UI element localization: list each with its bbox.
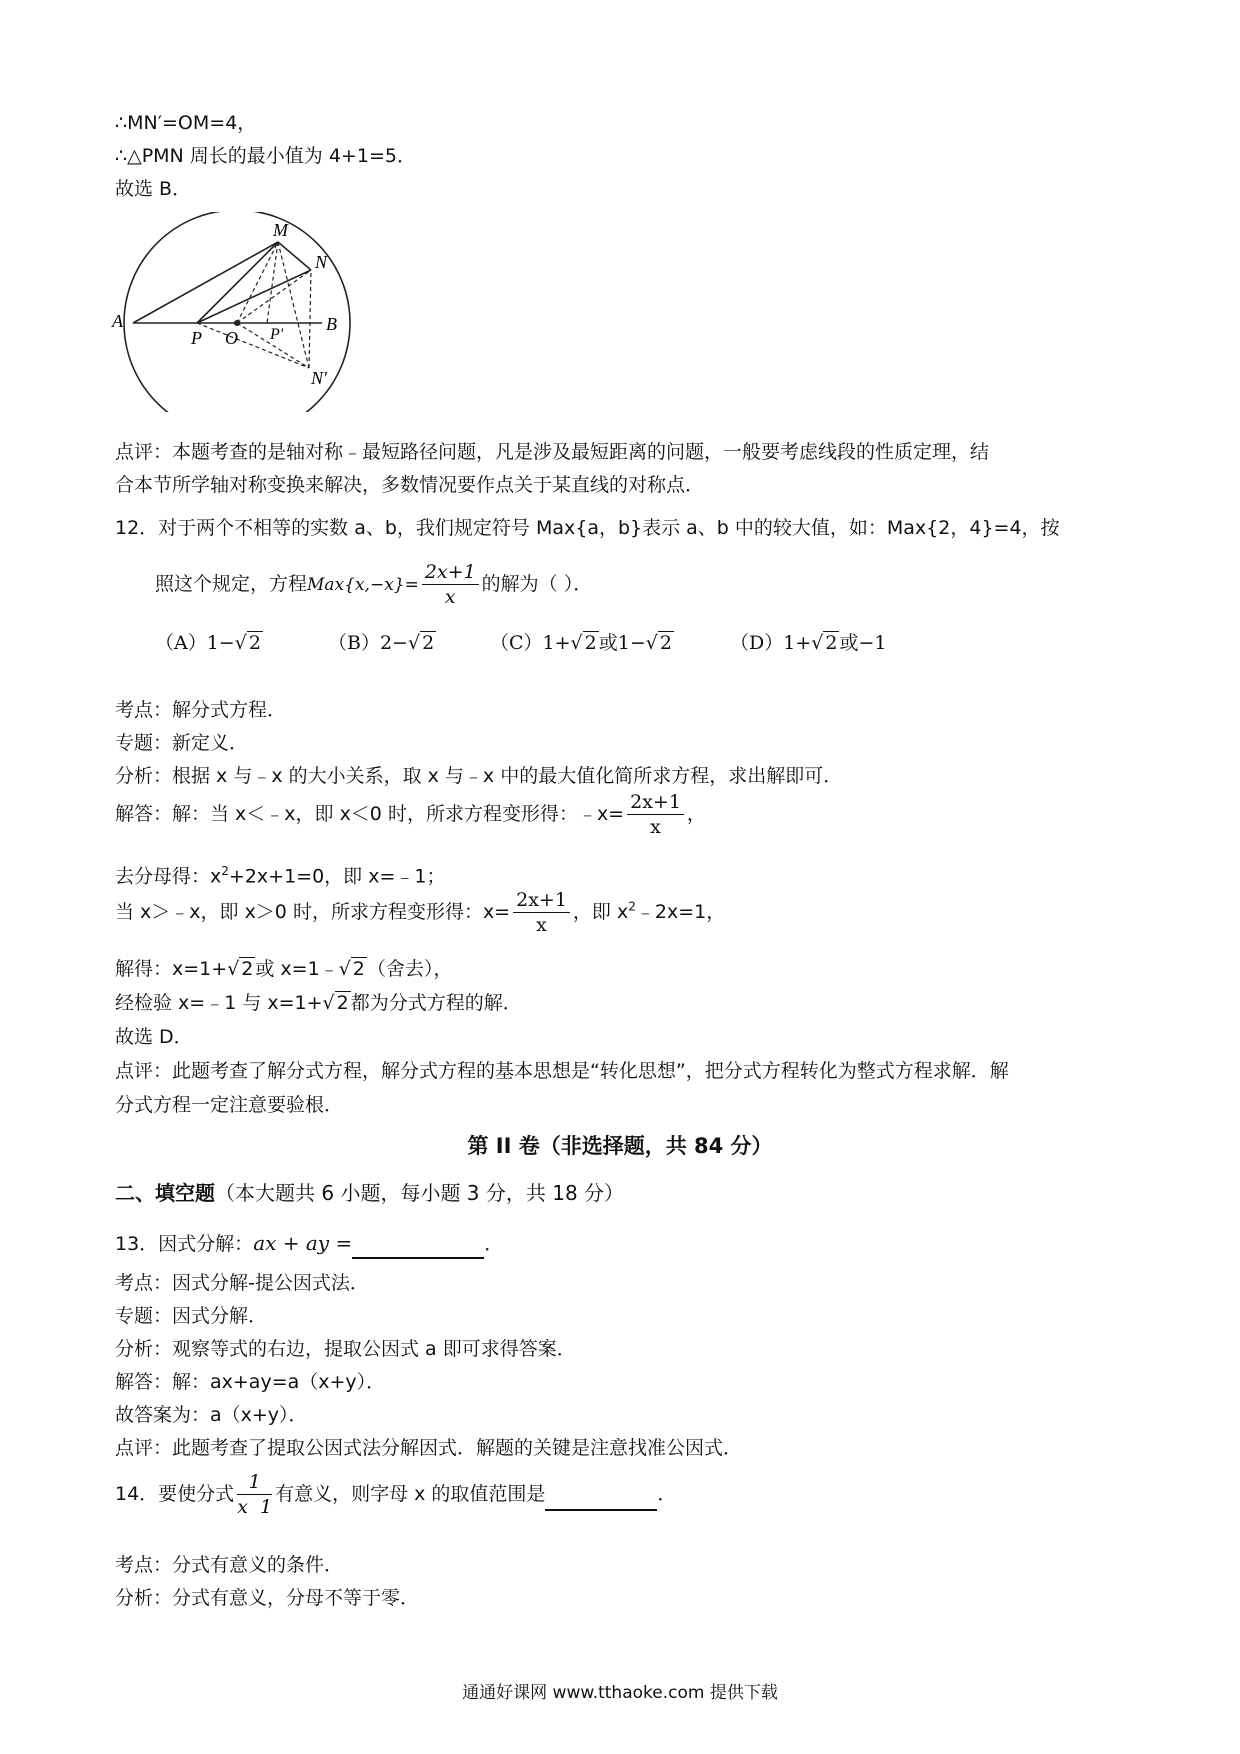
equation-fraction (422, 560, 479, 609)
dang-mid: ，即 x (572, 901, 629, 923)
exponent: 2 (628, 899, 636, 914)
answer-blank[interactable] (545, 1479, 657, 1511)
q12-line2-pre: 照这个规定，方程 (155, 573, 308, 595)
jiede-line: 解得：x=1+√ 2 或 x=1﹣√ 2 （舍去）， (115, 958, 453, 980)
exponent: 2 (221, 864, 229, 878)
option-c: （C）1+√ 2 或1−√ 2 (490, 632, 672, 654)
option-d: （D）1+√ 2 或−1 (730, 632, 887, 654)
dang-line (115, 888, 725, 937)
label-N-prime: N′ (311, 368, 327, 388)
q13-end: ． (484, 1233, 504, 1255)
question-13-stem (115, 1230, 503, 1259)
fraction-numerator: 1 (237, 1470, 272, 1495)
qufenmu-post: +2x+1=0，即 x=﹣1； (228, 865, 446, 888)
fraction-numerator: 2x+1 (422, 560, 479, 585)
jianyan-post: 都为分式方程的解． (350, 992, 522, 1014)
option-a-label: （A）1− (155, 632, 235, 654)
jiede-pre: 解得：x=1+ (115, 958, 228, 980)
jieda-post: ， (686, 803, 706, 825)
zhuanti-line: 专题：新定义． (115, 732, 249, 754)
radicand: 2 (659, 632, 672, 654)
q12-line2-post: 的解为（ ）． (481, 573, 593, 595)
dang-post: ﹣2x=1， (635, 901, 726, 923)
answer-line: 故答案为：a（x+y）． (115, 1404, 308, 1426)
label-B: B (326, 314, 337, 334)
review-line: 点评：此题考查了解分式方程，解分式方程的基本思想是“转化思想”，把分式方程转化为整式方程求解．解 (115, 1060, 1009, 1082)
q13-stem-text: 13．因式分解： (115, 1233, 254, 1255)
fraction-numerator: 2x+1 (513, 888, 570, 913)
review-line: 点评：此题考查了提取公因式法分解因式．解题的关键是注意找准公因式． (115, 1437, 743, 1459)
fenxi-line: 分析：分式有意义，分母不等于零． (115, 1587, 420, 1609)
text-line: ∴△PMN 周长的最小值为 4+1=5． (115, 145, 416, 167)
fenxi-line: 分析：根据 x 与﹣x 的大小关系，取 x 与﹣x 中的最大值化简所求方程，求出解即可． (115, 765, 843, 787)
page-footer: 通通好课网 www.tthaoke.com 提供下载 (462, 1683, 778, 1703)
label-P-prime: P′ (270, 326, 284, 343)
jiede-mid: 或 x=1﹣ (255, 958, 339, 980)
jianyan-line: 经检验 x=﹣1 与 x=1+√ 2 都为分式方程的解． (115, 992, 522, 1014)
radicand: 2 (352, 958, 365, 980)
fraction-denominator: x (650, 816, 661, 838)
review-line: 分式方程一定注意要验根． (115, 1094, 344, 1116)
question-12-equation-line (155, 560, 592, 609)
qufenmu-line (115, 858, 445, 889)
radicand: 2 (825, 632, 838, 654)
fenxi-line: 分析：观察等式的右边，提取公因式 a 即可求得答案． (115, 1338, 576, 1360)
option-d-label: （D）1+ (730, 632, 812, 654)
max-expression: Max{x,−x}= (307, 575, 419, 595)
label-A: A (112, 311, 123, 331)
option-a: （A）1−√ 2 (155, 632, 261, 654)
circle-geometry-figure (110, 212, 370, 412)
q14-end: ． (657, 1483, 677, 1505)
fraction-denominator: x (536, 914, 547, 936)
label-N: N (315, 252, 328, 272)
label-O: O (225, 328, 238, 348)
question-14-stem (115, 1470, 676, 1519)
label-M: M (273, 220, 288, 240)
text-line: 故选 B． (115, 178, 192, 200)
q14-stem-pre: 14．要使分式 (115, 1483, 235, 1505)
label-P: P (191, 328, 202, 348)
section-title: 第 II 卷（非选择题，共 84 分） (467, 1134, 773, 1158)
option-c-label: （C）1+ (490, 632, 571, 654)
option-b: （B）2−√ 2 (328, 632, 435, 654)
q14-fraction (237, 1470, 272, 1519)
kaodian-line: 考点：解分式方程． (115, 699, 287, 721)
question-12-stem: 12．对于两个不相等的实数 a、b，我们规定符号 Max{a，b}表示 a、b 中的较大值，如：Max{2，4}=4，按 (115, 517, 1060, 539)
jianyan-pre: 经检验 x=﹣1 与 x=1+ (115, 992, 323, 1014)
part-heading (115, 1180, 624, 1206)
part-heading-rest: （本大题共 6 小题，每小题 3 分，共 18 分） (215, 1181, 625, 1205)
q13-expression: ax + ay = (253, 1231, 353, 1255)
qufenmu-pre: 去分母得：x (115, 865, 222, 888)
jieda-text: 解答：解：当 x＜﹣x，即 x＜0 时，所求方程变形得：﹣x= (115, 803, 625, 825)
jiede-post: （舍去）， (366, 958, 453, 980)
fraction-numerator: 2x+1 (627, 790, 684, 815)
radicand: 2 (248, 632, 261, 654)
q14-stem-post: 有意义，则字母 x 的取值范围是 (275, 1483, 546, 1505)
zhuanti-line: 专题：因式分解． (115, 1305, 268, 1327)
review-line: 点评：本题考查的是轴对称﹣最短路径问题，凡是涉及最短距离的问题，一般要考虑线段的性质定理，结 (115, 441, 990, 463)
part-heading-bold: 二、填空题 (115, 1181, 215, 1205)
jieda-line (115, 790, 706, 839)
radicand: 2 (241, 958, 254, 980)
dang-text: 当 x＞﹣x，即 x＞0 时，所求方程变形得：x= (115, 901, 511, 923)
kaodian-line: 考点：因式分解-提公因式法． (115, 1272, 369, 1294)
review-line: 合本节所学轴对称变换来解决，多数情况要作点关于某直线的对称点． (115, 474, 705, 496)
jieda-fraction (627, 790, 684, 839)
fraction-denominator: x (444, 586, 456, 608)
fraction-denominator: x 1 (237, 1496, 273, 1518)
option-c-mid: 或1− (598, 632, 646, 654)
jieda-line: 解答：解：ax+ay=a（x+y）． (115, 1371, 386, 1393)
radicand: 2 (336, 992, 349, 1014)
kaodian-line: 考点：分式有意义的条件． (115, 1554, 344, 1576)
guxuan-line: 故选 D． (115, 1026, 193, 1048)
radicand: 2 (422, 632, 435, 654)
dang-fraction (513, 888, 570, 937)
answer-blank[interactable] (352, 1231, 484, 1259)
text-line: ∴MN′=OM=4， (115, 112, 257, 134)
option-b-label: （B）2− (328, 632, 408, 654)
option-d-post: 或−1 (839, 632, 887, 654)
radicand: 2 (584, 632, 597, 654)
